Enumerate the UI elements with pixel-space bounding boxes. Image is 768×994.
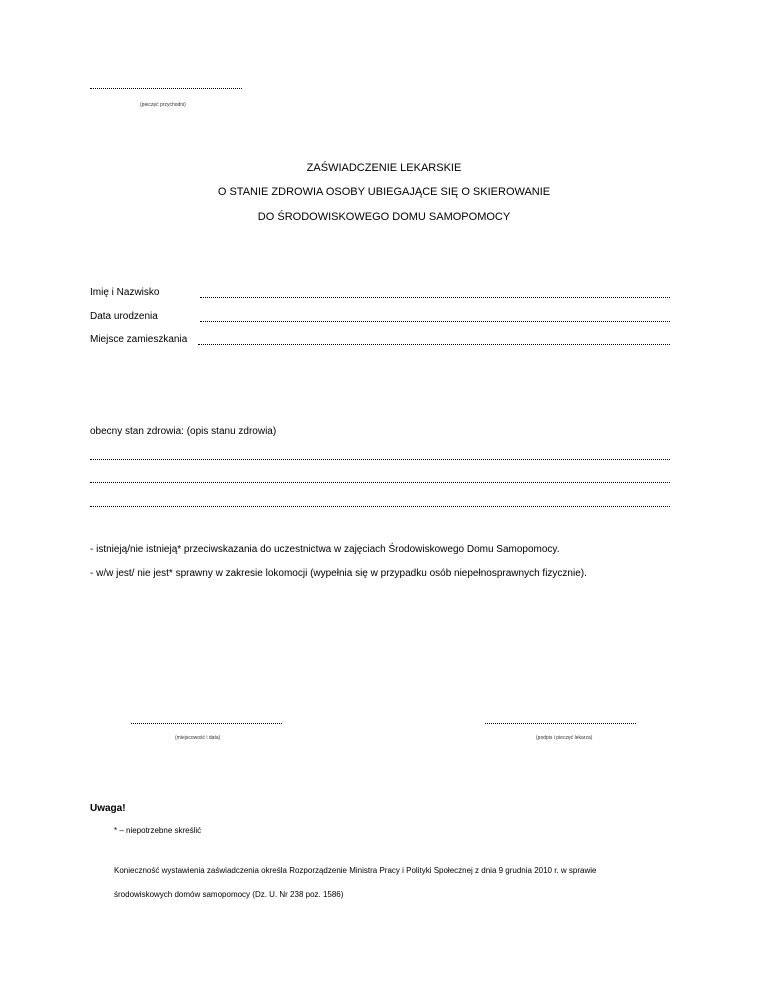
place-date-caption: (miejscowość i data) — [175, 735, 221, 741]
birth-date-field[interactable] — [200, 321, 670, 322]
footnote: * – niepotrzebne skreślić — [114, 826, 202, 835]
name-field[interactable] — [200, 297, 670, 298]
residence-field[interactable] — [198, 344, 670, 345]
health-line-2[interactable] — [90, 482, 670, 483]
note-heading: Uwaga! — [90, 803, 126, 814]
name-label: Imię i Nazwisko — [90, 287, 160, 298]
doctor-signature-line[interactable] — [485, 723, 636, 724]
stamp-caption: (pieczęć przychodni) — [140, 102, 186, 108]
legal-basis-line-1: Konieczność wystawienia zaświadczenia określa Rozporządzenie Ministra Pracy i Polityki Społecznej z dnia 9 grudnia 2010 r. w sprawie — [114, 866, 597, 875]
place-date-line[interactable] — [131, 723, 282, 724]
document-title: ZAŚWIADCZENIE LEKARSKIE — [306, 162, 462, 174]
contraindication-statement: - istnieją/nie istnieją* przeciwskazania do uczestnictwa w zajęciach Środowiskowego Domu Samopomocy. — [90, 544, 560, 555]
health-line-3[interactable] — [90, 506, 670, 507]
residence-label: Miejsce zamieszkania — [90, 334, 188, 345]
health-line-1[interactable] — [90, 459, 670, 460]
document-subtitle-2: DO ŚRODOWISKOWEGO DOMU SAMOPOMOCY — [257, 211, 511, 223]
legal-basis-line-2: środowiskowych domów samopomocy (Dz. U. Nr 238 poz. 1586) — [114, 890, 344, 899]
health-heading: obecny stan zdrowia: (opis stanu zdrowia) — [90, 426, 277, 437]
mobility-statement: - w/w jest/ nie jest* sprawny w zakresie lokomocji (wypełnia się w przypadku osób niepełnosprawnych fizycznie). — [90, 568, 587, 579]
stamp-line — [90, 88, 242, 89]
doctor-signature-caption: (podpis i pieczęć lekarza) — [536, 735, 593, 741]
document-subtitle-1: O STANIE ZDROWIA OSOBY UBIEGAJĄCE SIĘ O SKIEROWANIE — [217, 186, 551, 198]
birth-date-label: Data urodzenia — [90, 311, 158, 322]
